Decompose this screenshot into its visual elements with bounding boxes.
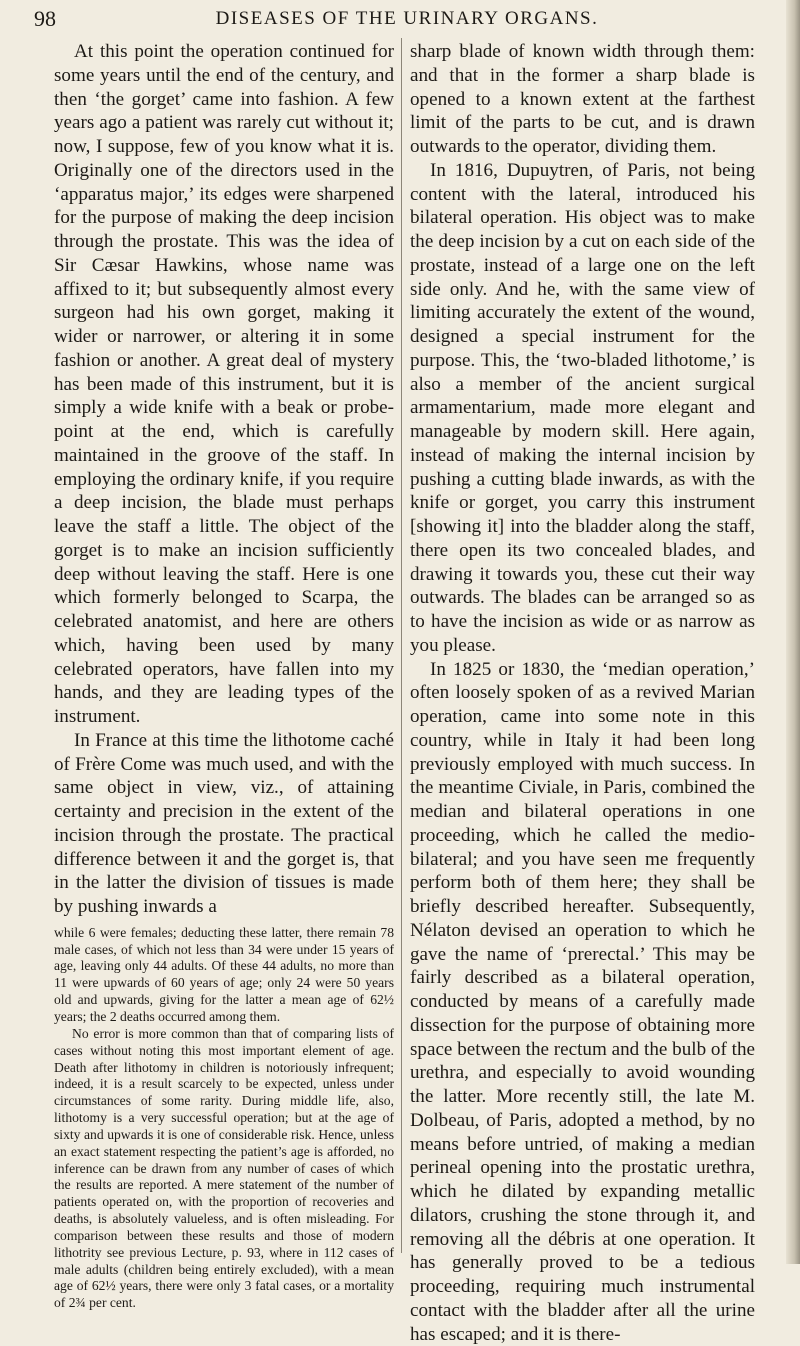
body-paragraph: sharp blade of known width through them: and that in the former a sharp blade is opened to a known extent at the farthest limit of the parts to be cut, and is drawn outwards to the operator, dividing them. bbox=[410, 40, 755, 159]
right-column bbox=[410, 40, 755, 1346]
body-paragraph: In France at this time the lithotome caché of Frère Come was much used, and with the same object in view, viz., of attaining certainty and precision in the extent of the incision through the prostate. The practical difference between it and the gorget is, that in the latter the division of tissues is made by pushing inwards a bbox=[54, 729, 394, 919]
footnote-paragraph: while 6 were females; deducting these latter, there remain 78 male cases, of which not less than 34 were under 15 years of age, leaving only 44 adults. Of these 44 adults, no more than 11 were upwards of 60 years of age; only 24 were 50 years old and upwards, giving for the latter a mean age of 62½ years; the 2 deaths occurred among them. bbox=[54, 925, 394, 1026]
page-header bbox=[34, 6, 780, 34]
body-paragraph: At this point the operation continued for some years until the end of the century, and then ‘the gorget’ came into fashion. A few years ago a patient was rarely cut without it; now, I suppose, few of you know what it is. Originally one of the directors used in the ‘apparatus major,’ its edges were sharpened for the purpose of making the deep incision through the prostate. This was the idea of Sir Cæsar Hawkins, whose name was affixed to it; but subsequently almost every surgeon had his own gorget, making it wider or narrower, or altering it in some fashion or another. A great deal of mystery has been made of this instrument, but it is simply a wide knife with a beak or probe-point at the end, which is carefully maintained in the groove of the staff. In employing the ordinary knife, if you require a deep incision, the blade must perhaps leave the staff a little. The object of the gorget is to make an incision sufficiently deep without leaving the staff. Here is one which formerly belonged to Scarpa, the celebrated anatomist, and here are others which, having been used by many celebrated operators, have fallen into my hands, and they are leading types of the instrument. bbox=[54, 40, 394, 729]
page-number: 98 bbox=[34, 6, 56, 32]
page-edge bbox=[786, 0, 800, 1264]
body-paragraph: In 1825 or 1830, the ‘median operation,’ often loosely spoken of as a revived Marian operation, came into some note in this country, while in Italy it had been long previously employed with much success. In the meantime Civiale, in Paris, combined the median and bilateral operations in one proceeding, which he called the medio-bilateral; and you have seen me frequently perform both of them here; they shall be briefly described hereafter. Subsequently, Nélaton devised an operation to which he gave the name of ‘prerectal.’ This may be fairly described as a bilateral operation, conducted by means of a carefully made dissection for the purpose of obtaining more space between the rectum and the bulb of the urethra, and especially to avoid wounding the latter. More recently still, the late M. Dolbeau, of Paris, adopted a method, by no means before untried, of making a median perineal opening into the prostatic urethra, which he dilated by expanding metallic dilators, crushing the stone through it, and removing all the débris at one operation. It has generally proved to be a tedious proceeding, requiring much instrumental contact with the bladder after all the urine has escaped; and it is there- bbox=[410, 658, 755, 1346]
left-column bbox=[54, 40, 394, 1312]
column-divider bbox=[401, 38, 402, 1253]
footnote-paragraph: No error is more common than that of comparing lists of cases without noting this most important element of age. Death after lithotomy in children is notoriously infrequent; indeed, it is a result scarcely to be expected, unless under circumstances of some rarity. During middle life, also, lithotomy is a very successful operation; but at the age of sixty and upwards it is one of considerable risk. Hence, unless an exact statement respecting the patient’s age is afforded, no inference can be drawn from any number of cases of which the results are reported. A mere statement of the number of patients operated on, with the proportion of recoveries and deaths, is absolutely valueless, and is often misleading. For comparison between these results and those of modern lithotrity see previous Lecture, p. 93, where in 112 cases of male adults (children being entirely excluded), with a mean age of 62½ years, there were only 3 fatal cases, or a mortality of 2¾ per cent. bbox=[54, 1026, 394, 1312]
running-title: DISEASES OF THE URINARY ORGANS. bbox=[34, 8, 780, 30]
body-paragraph: In 1816, Dupuytren, of Paris, not being content with the lateral, introduced his bilateral operation. His object was to make the deep incision by a cut on each side of the prostate, instead of a large one on the left side only. And he, with the same view of limiting accurately the extent of the wound, designed a special instrument for the purpose. This, the ‘two-bladed lithotome,’ is also a member of the ancient surgical armamentarium, made more elegant and manageable by modern skill. Here again, instead of making the internal incision by pushing a cutting blade inwards, as with the knife or gorget, you carry this instrument [showing it] into the bladder along the staff, there open its two concealed blades, and drawing it towards you, these cut their way outwards. The blades can be arranged so as to have the incision as wide or as narrow as you please. bbox=[410, 159, 755, 658]
